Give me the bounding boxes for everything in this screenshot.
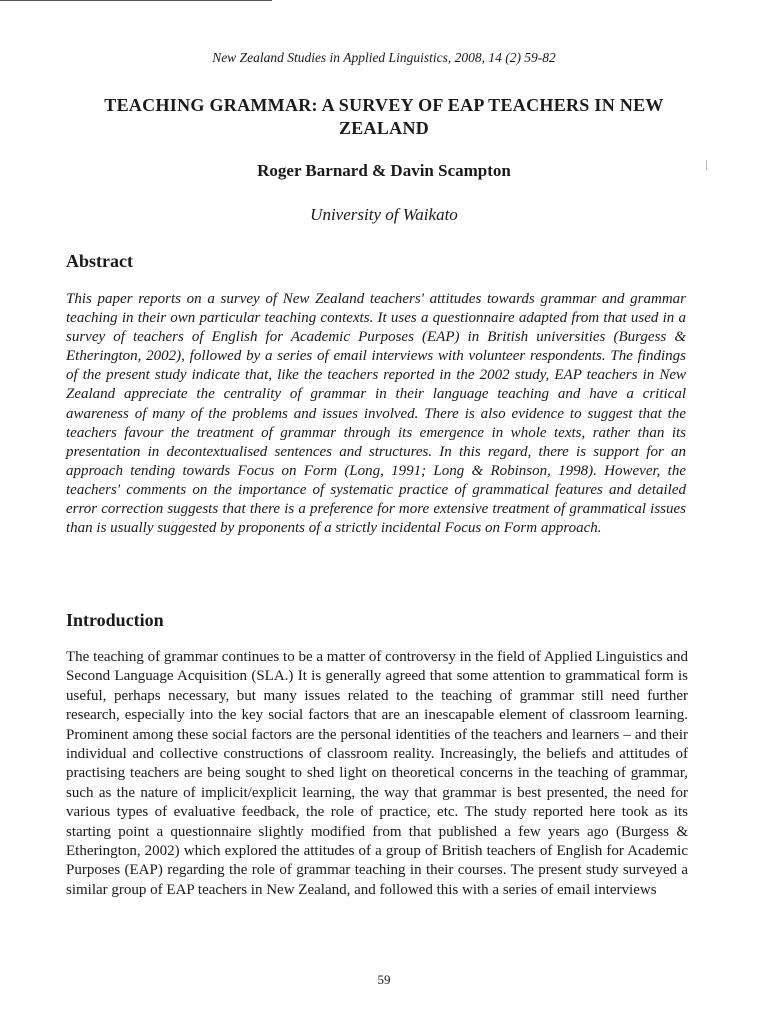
page-number: 59	[377, 972, 391, 987]
abstract-heading: Abstract	[66, 251, 133, 271]
journal-reference: New Zealand Studies in Applied Linguistics, 2008, 14 (2) 59-82	[212, 50, 556, 65]
introduction-text: The teaching of grammar continues to be a matter of controversy in the field of Applied Linguistics and Second Language Acquisition (SLA.) It is generally agreed that some attention to grammatical form is useful, perhaps necessary, but many issues related to the teaching of grammar still need further research, especially into the key social factors that are an inescapable element of classroom learning. Prominent among these social factors are the personal identities of the teachers and learners – and their individual and collective constructions of classroom reality. Increasingly, the beliefs and attitudes of practising teachers are being sought to shed light on theoretical concerns in the teaching of grammar, such as the nature of implicit/explicit learning, the way that grammar is best presented, the need for various types of evaluative feedback, the role of practice, etc. The study reported here took as its starting point a questionnaire slightly modified from that published a few years ago (Burgess & Etherington, 2002) which explored the attitudes of a group of British teachers of English for Academic Purposes (EAP) regarding the role of grammar teaching in their courses. The present study surveyed a similar group of EAP teachers in New Zealand, and followed this with a series of email interviews	[66, 649, 688, 898]
introduction-heading: Introduction	[66, 610, 164, 630]
authors: Roger Barnard & Davin Scampton	[257, 161, 511, 180]
top-rule	[0, 0, 272, 1]
abstract-text: This paper reports on a survey of New Zealand teachers' attitudes towards grammar and grammar teaching in their own particular teaching contexts. It uses a questionnaire adapted from that used in a survey of teachers of English for Academic Purposes (EAP) in British universities (Burgess & Etherington, 2002), followed by a series of email interviews with volunteer respondents. The findings of the present study indicate that, like the teachers reported in the 2002 study, EAP teachers in New Zealand appreciate the centrality of grammar in their language teaching and have a critical awareness of many of the problems and issues involved. There is also evidence to suggest that the teachers favour the treatment of grammar through its emergence in whole texts, rather than its presentation in decontextualised sentences and structures. In this regard, there is support for an approach tending towards Focus on Form (Long, 1991; Long & Robinson, 1998). However, the teachers' comments on the importance of systematic practice of grammatical features and detailed error correction suggests that there is a preference for more extensive treatment of grammatical issues than is usually suggested by proponents of a strictly incidental Focus on Form approach.	[66, 291, 686, 537]
affiliation: University of Waikato	[310, 205, 458, 224]
paper-title: TEACHING GRAMMAR: A SURVEY OF EAP TEACHERS IN NEW ZEALAND	[104, 95, 664, 138]
